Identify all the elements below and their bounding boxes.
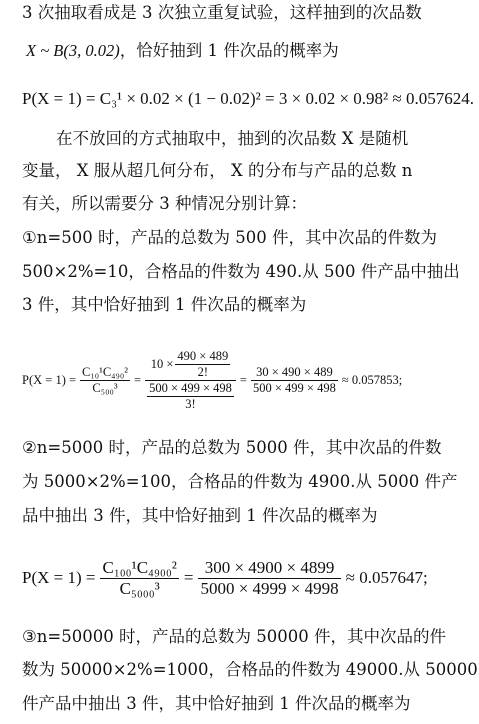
combination-fraction (100, 558, 178, 599)
frac-denominator: C₅₀₀³ (92, 380, 118, 395)
text-span: ，恰好抽到 1 件次品的概率为 (119, 41, 339, 60)
text-line: 有关，所以需要分 3 种情况分别计算： (22, 194, 307, 213)
text-line: 为 5000×2%=100，合格品的件数为 4900.从 5000 件产 (22, 472, 458, 491)
text-line: 3 次抽取看成是 3 次独立重复试验，这样抽到的次品数 (22, 3, 422, 22)
inner-fraction (147, 381, 234, 412)
eq-approx: ≈ 0.057647; (345, 568, 428, 587)
frac-numerator: C₁₀₀¹C₄₉₀₀² (102, 557, 177, 577)
frac-numerator (145, 349, 236, 381)
coefficient: 10 × (150, 356, 174, 371)
frac-numerator: 490 × 489 (177, 348, 229, 363)
text-line: 在不放回的方式抽取中，抽到的次品数 X 是随机 (56, 129, 409, 148)
result-fraction (251, 365, 338, 396)
frac-numerator: 300 × 4900 × 4899 (198, 558, 340, 579)
text-line (22, 40, 465, 62)
frac-numerator: 30 × 490 × 489 (251, 365, 338, 381)
text-line: 500×2%=10，合格品的件数为 490.从 500 件产品中抽出 (22, 262, 460, 281)
text-line: 数为 50000×2%=1000，合格品的件数为 49000.从 50000 (22, 660, 478, 679)
text-line: ①n=500 时，产品的总数为 500 件，其中次品的件数为 (22, 228, 437, 247)
frac-denominator: 3! (185, 396, 196, 411)
compound-fraction (145, 349, 236, 412)
frac-denominator: 2! (197, 364, 209, 379)
equation-hypergeometric-500 (22, 340, 471, 420)
math-inline: X ~ B(3, 0.02) (26, 41, 120, 60)
inner-fraction (175, 349, 230, 380)
frac-numerator: C₁₀¹C₄₉₀² (82, 364, 128, 379)
eq-lhs: P(X = 1) = (22, 372, 77, 387)
frac-denominator: 5000 × 4999 × 4998 (200, 578, 339, 598)
equation-binomial: P(X = 1) = C₃¹ × 0.02 × (1 − 0.02)² = 3 × 0.02 × 0.98² ≈ 0.057624. (22, 89, 474, 108)
eq-sign: = (239, 372, 247, 387)
frac-denominator: C₅₀₀₀³ (119, 578, 160, 598)
text-line: 件产品中抽出 3 件，其中恰好抽到 1 件次品的概率为 (22, 694, 411, 713)
equation-hypergeometric-5000 (22, 543, 471, 613)
frac-denominator (145, 381, 236, 412)
frac-numerator: 500 × 499 × 498 (149, 380, 232, 395)
frac-denominator: 500 × 499 × 498 (252, 380, 336, 395)
eq-lhs: P(X = 1) = (22, 568, 96, 587)
text-line: ③n=50000 时，产品的总数为 50000 件，其中次品的件 (22, 627, 446, 646)
eq-sign: = (134, 372, 142, 387)
result-fraction (198, 558, 340, 599)
eq-sign: = (183, 568, 194, 587)
text-line: ②n=5000 时，产品的总数为 5000 件，其中次品的件数 (22, 438, 442, 457)
eq-approx: ≈ 0.057853; (341, 372, 403, 387)
text-line: 品中抽出 3 件，其中恰好抽到 1 件次品的概率为 (22, 506, 378, 525)
combination-fraction (80, 365, 130, 396)
text-line: 3 件，其中恰好抽到 1 件次品的概率为 (22, 295, 307, 314)
text-line: 变量， X 服从超几何分布， X 的分布与产品的总数 n (22, 161, 413, 180)
